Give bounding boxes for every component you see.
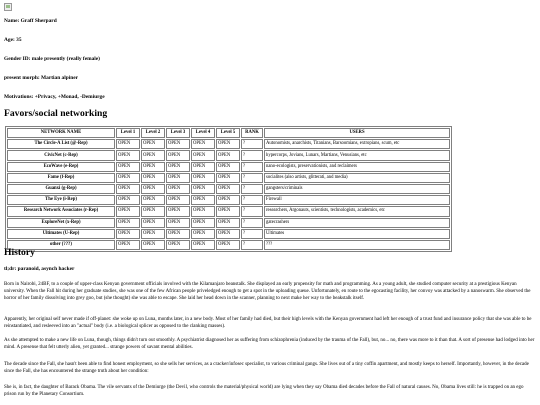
table-row [7,195,450,205]
network-name-cell: CivicNet (c-Rep) [7,150,115,160]
level-cell: OPEN [141,162,165,172]
level-cell: OPEN [191,162,215,172]
level-cell: OPEN [216,240,240,250]
level-cell: OPEN [166,150,190,160]
level-cell: OPEN [141,150,165,160]
paragraph-text: As she attempted to make a new life on Luna, though, things didn't turn out smoothly. A psychiatrist diagnosed her as suffering from schizophrenia (induced by the trauma of the Fall), but, no... no, there was more to it than that. A sort of presense had lodged into her mind. A presense that felt utterly alien, yet granted... strange powers of savant mental abilities. [4,338,535,350]
level-cell: OPEN [191,139,215,149]
level-cell: OPEN [141,206,165,216]
rank-cell: ? [241,173,263,183]
col-level-1: Level 1 [116,128,140,138]
level-cell: OPEN [166,162,190,172]
level-cell: OPEN [116,184,140,194]
paragraph-text: Born in Nairobi, 24BF, to a couple of upper-class Kenyan government officials involved with the Kilamanjaro beanstalk. She displayed an early propensity for math and programming. As a young adult, she studied computer security at a prestigious Kenyan university. When the Fall hit during her graduate studies, she was one of the few African people priveledged enough to get a spot in the uploading queue. Unfortunately, en route to the egocasting facility, her convoy was attacked by a nanoswarm. She observed the horror of her family dissolving into grey goo, but (she thought) she was able to escape. She laid her head down in the scanner, planning to next make her way to the beakstalk itself. [4,282,531,301]
col-rank: RANK [241,128,263,138]
profile-motivations: Motivations: +Privacy, +Monad, -Demiurge [4,94,105,100]
level-cell: OPEN [166,240,190,250]
table-row [7,240,450,250]
level-cell: OPEN [216,150,240,160]
level-cell: OPEN [191,218,215,228]
level-cell: OPEN [216,173,240,183]
level-cell: OPEN [141,139,165,149]
users-cell: gatecrashers [264,218,450,228]
level-cell: OPEN [116,173,140,183]
favors-header-row [7,128,450,138]
level-cell: OPEN [141,229,165,239]
level-cell: OPEN [166,229,190,239]
level-cell: OPEN [191,206,215,216]
profile-age: Age: 35 [4,37,22,43]
network-name-cell: The Eye (i-Rep) [7,195,115,205]
users-cell: hypercorps, Jovians, Lunars, Martians, Venusians, etc [264,150,450,160]
paragraph-text: She is, in fact, the daughter of Barack Obama. The vile servants of the Demiurge (the Devil, who controls the material/physical world) are lying when they say Obama died decades before the Fall of natural causes. No, Obama lives still: he is trapped on an ego prison run by the Planetary Consortium. [4,385,524,397]
level-cell: OPEN [166,218,190,228]
table-row [7,206,450,216]
table-row [7,229,450,239]
rank-cell: ? [241,195,263,205]
table-row [7,150,450,160]
level-cell: OPEN [116,206,140,216]
level-cell: OPEN [216,162,240,172]
users-cell: Autonomists, anarchists, Titanians, Barsoomians, extropians, scum, etc [264,139,450,149]
level-cell: OPEN [191,150,215,160]
favors-table [5,126,452,252]
level-cell: OPEN [191,240,215,250]
users-cell: ??? [264,240,450,250]
level-cell: OPEN [216,195,240,205]
table-row [7,162,450,172]
col-users: USERS [264,128,450,138]
history-paragraph [4,337,536,351]
users-cell: Ultimates [264,229,450,239]
table-row [7,139,450,149]
users-cell: Firewall [264,195,450,205]
network-name-cell: other (???) [7,240,115,250]
col-network-name: NETWORK NAME [7,128,115,138]
level-cell: OPEN [216,139,240,149]
col-level-3: Level 3 [166,128,190,138]
level-cell: OPEN [166,195,190,205]
network-name-cell: Guanxi (g-Rep) [7,184,115,194]
network-name-cell: Fame (f-Rep) [7,173,115,183]
history-heading: History [4,247,35,258]
profile-morph: present morph: Martian alpiner [4,75,79,81]
users-cell: socialites (also artists, glitterati, and media) [264,173,450,183]
users-cell: researchers, Argonauts, scientists, technologists, academics, etc [264,206,450,216]
level-cell: OPEN [141,240,165,250]
level-cell: OPEN [191,195,215,205]
col-level-2: Level 2 [141,128,165,138]
level-cell: OPEN [116,229,140,239]
network-name-cell: Ultimates (U-Rep) [7,229,115,239]
broken-image-icon [4,3,12,11]
favors-heading: Favors/social networking [4,108,108,119]
rank-cell: ? [241,150,263,160]
level-cell: OPEN [116,162,140,172]
level-cell: OPEN [116,150,140,160]
level-cell: OPEN [166,184,190,194]
level-cell: OPEN [141,218,165,228]
level-cell: OPEN [166,206,190,216]
profile-gender: Gender ID: male presently (really female) [4,56,100,62]
rank-cell: ? [241,162,263,172]
network-name-cell: EcoWave (e-Rep) [7,162,115,172]
network-name-cell: Research Network Associates (r-Rep) [7,206,115,216]
rank-cell: ? [241,229,263,239]
col-level-4: Level 4 [191,128,215,138]
rank-cell: ? [241,184,263,194]
users-cell: gangsters/criminals [264,184,450,194]
level-cell: OPEN [116,240,140,250]
rank-cell: ? [241,206,263,216]
level-cell: OPEN [191,184,215,194]
paragraph-text: Apparently, her original self never made if off-planet: she woke up on Luna, months later, in a new body. Most of her family had died, but their high levels with the Kenyan government had left her enough of a trust fund and insurance policy that she was able to be reinstantiated, and resleeved into an "actual" body (i.e. a biological splicer as opposed to the clanking masses). [4,317,532,329]
level-cell: OPEN [216,206,240,216]
col-level-5: Level 5 [216,128,240,138]
rank-cell: ? [241,218,263,228]
network-name-cell: The Circle-A List (@-Rep) [7,139,115,149]
history-paragraph [4,384,536,398]
level-cell: OPEN [141,173,165,183]
rank-cell: ? [241,139,263,149]
level-cell: OPEN [116,139,140,149]
network-name-cell: ExploreNet (x-Rep) [7,218,115,228]
level-cell: OPEN [191,229,215,239]
history-paragraph [4,316,536,330]
table-row [7,173,450,183]
level-cell: OPEN [116,195,140,205]
table-row [7,184,450,194]
history-tldr: tl;dr: paranoid, asynch hacker [4,266,75,272]
level-cell: OPEN [216,218,240,228]
level-cell: OPEN [141,195,165,205]
table-row [7,218,450,228]
paragraph-text: The decade since the Fall, she hasn't been able to find honest employment, so she sells her services, as a cracker/infosec specialist, to various criminal gangs. She lives out of a tiny coffin apartment, and mostly keeps to herself. Importantly, however, in the decade since the Fall, she has encountered the strange truth about her condition: [4,362,529,374]
users-cell: nano-ecologists, preservationists, and reclaimers [264,162,450,172]
level-cell: OPEN [141,184,165,194]
history-paragraph [4,281,536,302]
history-paragraph [4,361,536,375]
level-cell: OPEN [216,184,240,194]
level-cell: OPEN [166,173,190,183]
level-cell: OPEN [216,229,240,239]
level-cell: OPEN [166,139,190,149]
level-cell: OPEN [116,218,140,228]
level-cell: OPEN [191,173,215,183]
rank-cell: ? [241,240,263,250]
profile-name: Name: Graff Sherpard [4,18,57,24]
